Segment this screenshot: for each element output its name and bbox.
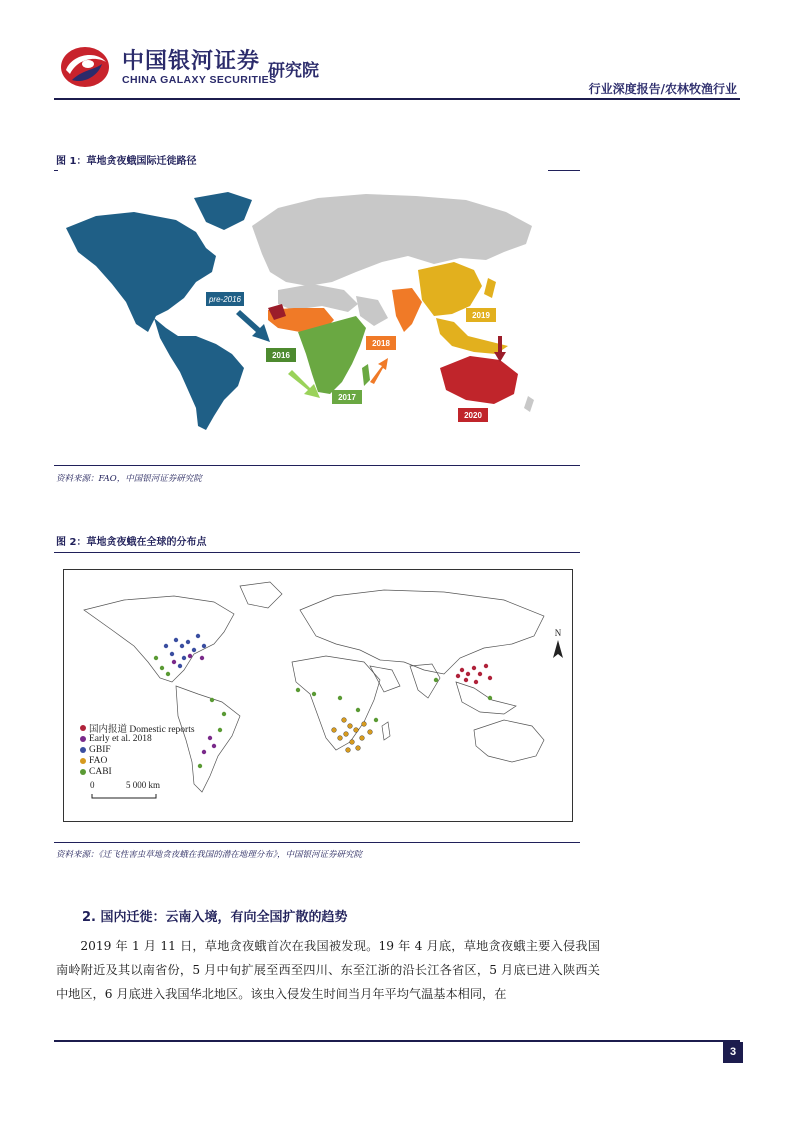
legend-dot-cabi bbox=[80, 769, 86, 775]
label-2020: 2020 bbox=[464, 411, 482, 420]
legend-label-gbif: GBIF bbox=[89, 744, 111, 755]
figure1-rule-left bbox=[54, 170, 58, 171]
outline-greenland bbox=[240, 582, 282, 608]
footer-rule bbox=[54, 1040, 740, 1042]
legend-label-domestic: 国内报道 Domestic reports bbox=[89, 724, 195, 735]
outline-north-america bbox=[84, 596, 234, 682]
migration-map bbox=[56, 186, 546, 434]
figure2-rule bbox=[54, 552, 580, 553]
legend-dot-early bbox=[80, 736, 86, 742]
distribution-map bbox=[63, 569, 573, 822]
figure2-source-rule bbox=[54, 842, 580, 843]
outline-madagascar bbox=[382, 722, 390, 740]
scale-zero: 0 bbox=[90, 780, 95, 790]
legend-dot-gbif bbox=[80, 747, 86, 753]
label-2017: 2017 bbox=[338, 393, 356, 402]
legend-label-cabi: CABI bbox=[89, 766, 112, 777]
north-arrow-icon bbox=[553, 640, 563, 658]
arrow-2018 bbox=[370, 358, 388, 384]
label-pre2016: pre-2016 bbox=[208, 295, 242, 304]
legend-label-early: Early et al. 2018 bbox=[89, 733, 152, 744]
map-north-africa bbox=[278, 284, 358, 312]
label-2018: 2018 bbox=[372, 339, 390, 348]
outline-australia bbox=[474, 720, 544, 762]
legend-item-cabi bbox=[80, 766, 195, 777]
map-east-asia bbox=[418, 262, 482, 316]
figure2-source: 资料来源：《迁飞性害虫草地贪夜蛾在我国的潜在地理分布》，中国银河证券研究院 bbox=[56, 850, 363, 860]
figure1-rule-right bbox=[548, 170, 580, 171]
map-eurasia bbox=[252, 194, 532, 286]
legend-label-fao: FAO bbox=[89, 755, 108, 766]
map-madagascar bbox=[362, 364, 370, 386]
legend-dot-domestic bbox=[80, 725, 86, 731]
map-australia bbox=[440, 356, 518, 404]
arrow-pre2016 bbox=[236, 310, 270, 342]
distribution-map-svg bbox=[64, 570, 572, 821]
figure1-source-rule bbox=[54, 465, 580, 466]
label-2016: 2016 bbox=[272, 351, 290, 360]
map-new-zealand bbox=[524, 396, 534, 412]
north-label: N bbox=[554, 628, 562, 638]
map-legend bbox=[80, 722, 195, 777]
body-paragraph: 2019 年 1 月 11 日，草地贪夜蛾首次在我国被发现。19 年 4 月底，草地贪夜蛾主要入侵我国南岭附近及其以南省份，5 月中旬扩展至西至四川、东至江浙的沿长江各省区，5 月底已进入陕西关中地区，6 月底进入我国华北地区。该虫入侵发生时间当月年平均气温基本相同，在 bbox=[56, 939, 600, 1001]
page-number: 3 bbox=[723, 1042, 743, 1063]
galaxy-logo-icon bbox=[58, 40, 112, 90]
brand-name-cn: 中国银河证券 bbox=[122, 49, 261, 74]
map-greenland bbox=[194, 192, 252, 230]
map-north-america bbox=[66, 212, 216, 332]
map-india bbox=[392, 288, 422, 332]
map-japan bbox=[484, 278, 496, 298]
header-rule bbox=[54, 98, 740, 100]
legend-item-early bbox=[80, 733, 195, 744]
scale-bar bbox=[92, 794, 156, 798]
dots-domestic bbox=[456, 664, 492, 684]
legend-dot-fao bbox=[80, 758, 86, 764]
legend-item-fao bbox=[80, 755, 195, 766]
brand-name-en: CHINA GALAXY SECURITIES bbox=[122, 74, 277, 86]
report-type: 行业深度报告/农林牧渔行业 bbox=[588, 82, 737, 96]
section-heading: 2. 国内迁徙：云南入境，有向全国扩散的趋势 bbox=[82, 910, 348, 925]
outline-africa bbox=[292, 656, 380, 750]
scale-label: 5 000 km bbox=[126, 780, 161, 790]
figure1-title: 图 1：草地贪夜蛾国际迁徙路径 bbox=[56, 156, 197, 167]
legend-item-gbif bbox=[80, 744, 195, 755]
map-arabia bbox=[356, 296, 388, 326]
map-southeast-asia bbox=[436, 318, 508, 354]
outline-arabia bbox=[370, 666, 400, 692]
legend-item-domestic bbox=[80, 722, 195, 733]
figure1-source: 资料来源：FAO，中国银河证券研究院 bbox=[56, 474, 202, 484]
dots-fao bbox=[332, 718, 373, 753]
label-2019: 2019 bbox=[472, 311, 490, 320]
outline-eurasia bbox=[300, 590, 544, 674]
body-text bbox=[56, 934, 600, 1006]
map-south-america bbox=[154, 318, 244, 430]
figure2-title: 图 2：草地贪夜蛾在全球的分布点 bbox=[56, 537, 207, 548]
brand-institute: 研究院 bbox=[268, 61, 319, 81]
outline-southeast-asia bbox=[456, 682, 516, 714]
